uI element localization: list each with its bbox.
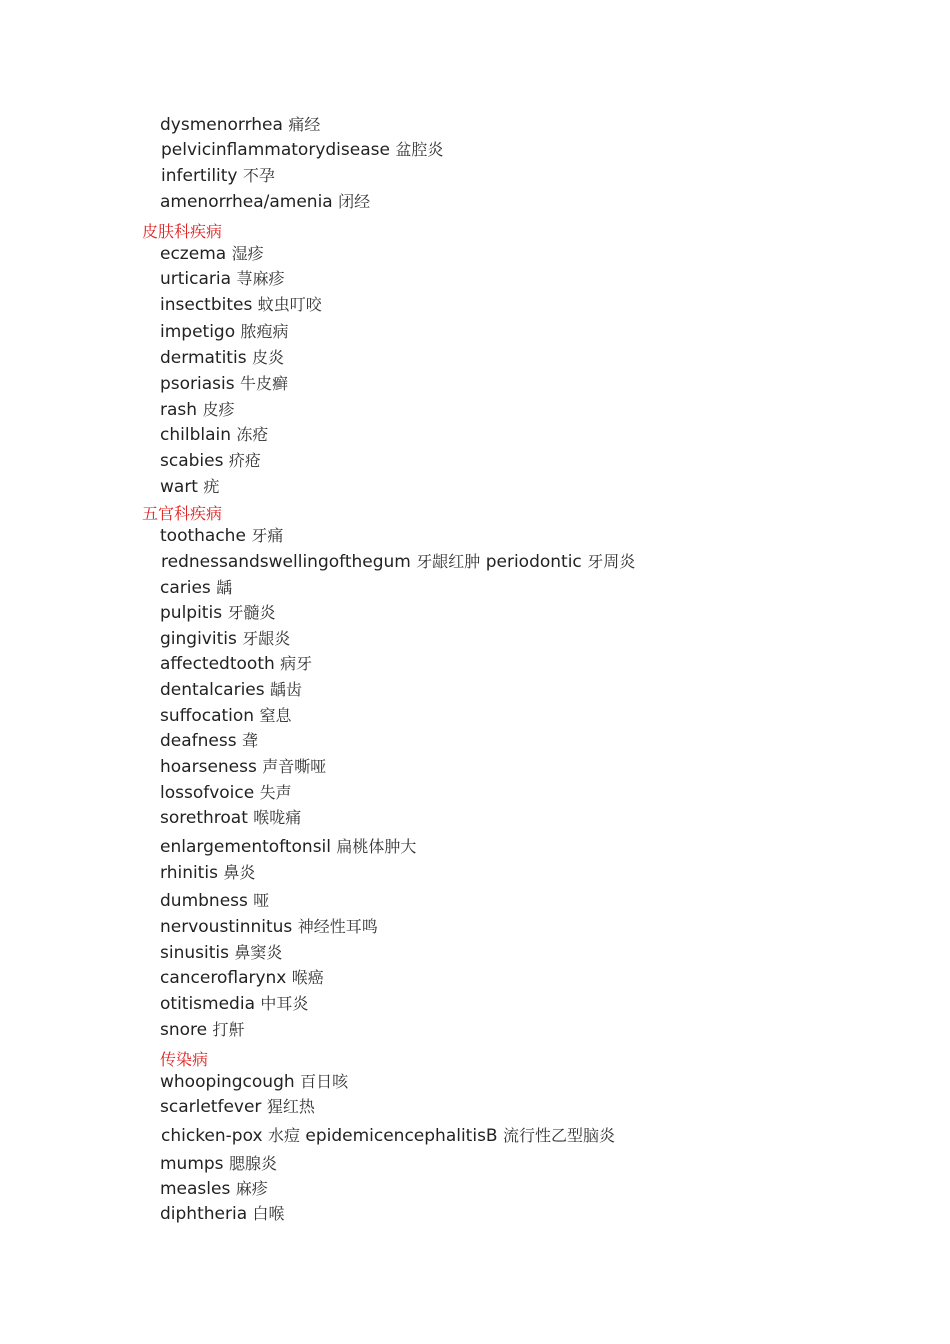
term-entry [160,602,275,624]
term-entry [160,399,234,421]
term-zh: 窒息 [259,706,292,725]
term-en: caries [160,578,211,598]
term-zh: 龋齿 [270,680,303,699]
term-en: suffocation [160,706,255,726]
term-en: pelvicinflammatorydisease [161,140,390,160]
term-zh: 哑 [253,891,270,910]
term-zh: 疣 [203,477,220,496]
term-en: sorethroat [160,808,248,828]
term-entry [161,165,275,187]
term-zh: 龋 [216,578,233,597]
term-en: measles [160,1179,231,1199]
term-entry [160,916,378,938]
term-zh: 中耳炎 [260,994,309,1013]
term-zh: 白喉 [252,1204,285,1223]
term-zh: 麻疹 [235,1179,268,1198]
term-en: impetigo [160,322,236,342]
term-zh: 声音嘶哑 [262,757,327,776]
term-entry [161,139,443,161]
term-entry [161,551,635,573]
term-en: nervoustinnitus [160,917,293,937]
term-zh: 喉癌 [291,968,324,987]
term-entry [160,1071,348,1093]
term-zh: 神经性耳鸣 [297,917,378,936]
section-heading-ent: 五官科疾病 [142,504,223,523]
term-en: scarletfever [160,1097,262,1117]
term-zh: 打鼾 [212,1020,245,1039]
term-en: dermatitis [160,348,247,368]
term-en: rhinitis [160,863,218,883]
section-heading-dermatology: 皮肤科疾病 [142,222,223,241]
term-en: urticaria [160,269,232,289]
term-entry [160,942,282,964]
term-zh-secondary: 牙周炎 [587,552,636,571]
term-entry [160,424,268,446]
term-en: enlargementoftonsil [160,837,332,857]
term-entry [160,347,284,369]
term-entry [160,525,283,547]
term-en: whoopingcough [160,1072,295,1092]
term-zh: 牛皮癣 [240,374,289,393]
term-zh: 皮炎 [251,348,284,367]
term-en: scabies [160,451,224,471]
term-en: dentalcaries [160,680,265,700]
term-entry [160,967,324,989]
term-en: sinusitis [160,943,229,963]
term-zh: 腮腺炎 [228,1154,277,1173]
term-en: diphtheria [160,1204,248,1224]
term-zh: 皮疹 [202,400,235,419]
term-entry [160,993,308,1015]
term-entry [160,191,370,213]
term-zh: 牙髓炎 [227,603,276,622]
term-entry [160,243,264,265]
term-zh: 聋 [242,731,259,750]
term-entry [160,836,416,858]
term-entry [160,450,261,472]
term-zh: 蚊虫叮咬 [257,295,322,314]
term-en: infertility [161,166,238,186]
term-entry [160,321,289,343]
term-en: chicken-pox [161,1126,263,1146]
term-zh: 湿疹 [231,244,264,263]
term-en-secondary: epidemicencephalitisB [305,1126,498,1146]
term-en: dysmenorrhea [160,115,283,135]
term-zh: 盆腔炎 [395,140,444,159]
term-zh: 失声 [259,783,292,802]
term-zh: 牙痛 [251,526,284,545]
term-entry [160,890,269,912]
term-zh: 脓疱病 [240,322,289,341]
term-en: snore [160,1020,208,1040]
term-entry [160,653,312,675]
term-en: rednessandswellingofthegum [161,552,411,572]
term-entry [160,1019,245,1041]
term-entry [160,1096,315,1118]
term-entry [160,782,292,804]
term-zh: 牙龈炎 [242,629,291,648]
term-zh: 鼻窦炎 [234,943,283,962]
term-en: pulpitis [160,603,223,623]
term-zh: 喉咙痛 [253,808,302,827]
term-entry [160,807,301,829]
term-entry [160,679,302,701]
term-entry [160,268,284,290]
term-entry [161,1125,615,1147]
term-en: canceroflarynx [160,968,287,988]
term-zh: 闭经 [338,192,371,211]
term-en: toothache [160,526,246,546]
section-heading-infectious: 传染病 [160,1050,209,1069]
term-en: psoriasis [160,374,235,394]
term-entry [160,476,219,498]
term-en: lossofvoice [160,783,255,803]
term-en: mumps [160,1154,224,1174]
term-zh: 痛经 [288,115,321,134]
term-en: gingivitis [160,629,237,649]
term-zh: 冻疮 [236,425,269,444]
term-entry [160,294,322,316]
term-entry [160,114,320,136]
term-en: eczema [160,244,227,264]
term-zh: 百日咳 [300,1072,349,1091]
term-en: affectedtooth [160,654,275,674]
term-entry [160,1153,277,1175]
term-zh: 荨麻疹 [236,269,285,288]
term-en: chilblain [160,425,231,445]
term-zh: 鼻炎 [223,863,256,882]
term-entry [160,705,292,727]
term-en: deafness [160,731,237,751]
term-zh: 病牙 [280,654,313,673]
term-en: otitismedia [160,994,255,1014]
term-zh: 扁桃体肿大 [336,837,417,856]
term-zh: 不孕 [242,166,275,185]
term-en-secondary: periodontic [485,552,582,572]
term-entry [160,1178,268,1200]
term-entry [160,1203,285,1225]
term-en: wart [160,477,198,497]
term-entry [160,628,290,650]
term-entry [160,862,255,884]
term-en: dumbness [160,891,248,911]
term-en: rash [160,400,198,420]
term-entry [160,577,232,599]
term-zh: 水痘 [267,1126,300,1145]
term-zh: 猩红热 [266,1097,315,1116]
term-en: insectbites [160,295,253,315]
term-entry [160,730,258,752]
term-zh: 牙龈红肿 [416,552,481,571]
term-entry [160,373,288,395]
term-zh-secondary: 流行性乙型脑炎 [503,1126,616,1145]
term-en: hoarseness [160,757,257,777]
term-entry [160,756,326,778]
term-en: amenorrhea/amenia [160,192,333,212]
term-zh: 疥疮 [228,451,261,470]
